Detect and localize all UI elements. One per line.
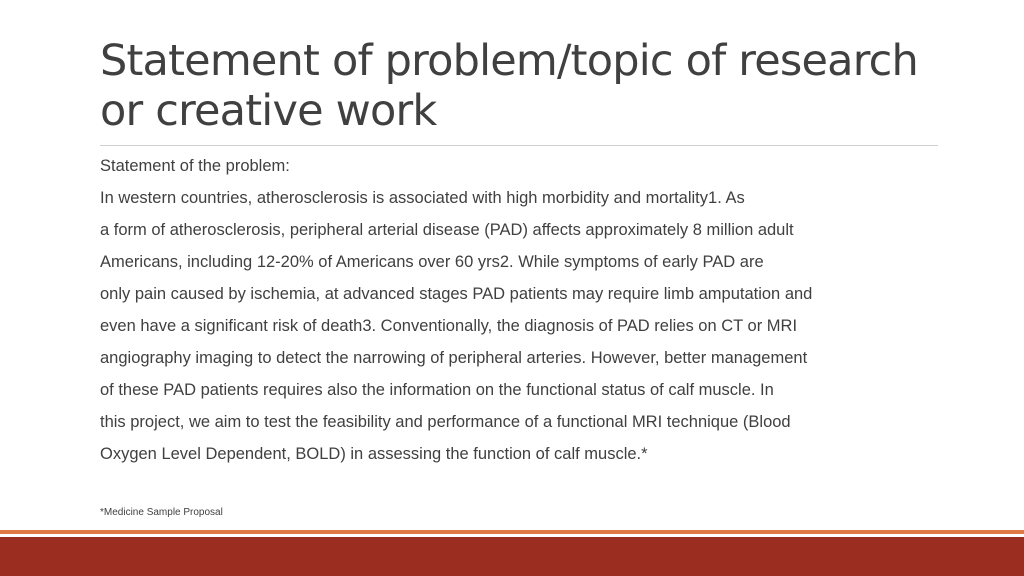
- body-line: Americans, including 12-20% of Americans over 60 yrs2. While symptoms of early PAD are: [100, 253, 764, 271]
- body-line: even have a significant risk of death3. Conventionally, the diagnosis of PAD relies on CT or MRI: [100, 317, 798, 335]
- body-line: of these PAD patients requires also the information on the functional status of calf muscle. In: [100, 381, 774, 399]
- body-line: a form of atherosclerosis, peripheral arterial disease (PAD) affects approximately 8 million adult: [100, 221, 794, 239]
- footer-accent-stripe: [0, 530, 1024, 534]
- footer-bar: [0, 537, 1024, 576]
- body-line: angiography imaging to detect the narrowing of peripheral arteries. However, better management: [100, 349, 808, 367]
- body-line: only pain caused by ischemia, at advanced stages PAD patients may require limb amputation and: [100, 285, 813, 303]
- title-divider: [100, 145, 938, 146]
- body-line: In western countries, atherosclerosis is associated with high morbidity and mortality1. As: [100, 189, 745, 207]
- body-line: Statement of the problem:: [100, 157, 290, 175]
- body-line: Oxygen Level Dependent, BOLD) in assessing the function of calf muscle.*: [100, 445, 648, 463]
- body-line: this project, we aim to test the feasibility and performance of a functional MRI technique (Blood: [100, 413, 791, 431]
- footnote: *Medicine Sample Proposal: [100, 507, 223, 518]
- slide-body: [100, 150, 960, 470]
- slide-title: Statement of problem/topic of research or creative work: [100, 36, 918, 136]
